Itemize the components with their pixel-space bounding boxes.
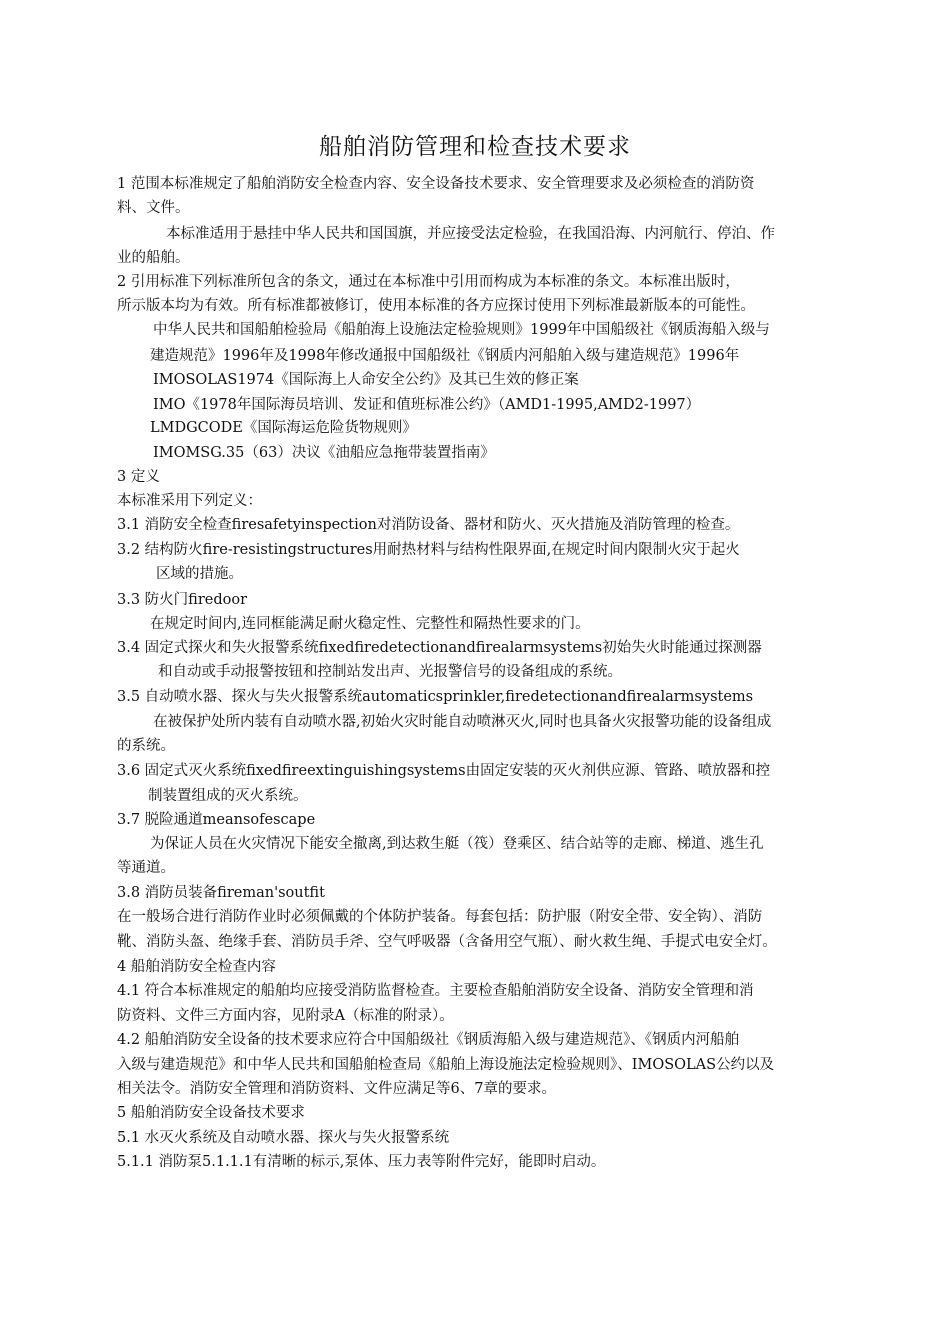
text-line: 3.1 消防安全检查firesafetyinspection对消防设备、器材和防火、灭火措施及消防管理的检查。 bbox=[117, 517, 740, 533]
text-line: 1 范围本标准规定了船舶消防安全检查内容、安全设备技术要求、安全管理要求及必须检查的消防资 bbox=[117, 176, 755, 192]
text-line: 5.1.1 消防泵5.1.1.1有清晰的标示,泵体、压力表等附件完好，能即时启动。 bbox=[117, 1154, 606, 1170]
text-line: 等通道。 bbox=[117, 860, 175, 876]
text-line: 3.2 结构防火fire-resistingstructures用耐热材料与结构性限界面,在规定时间内限制火灾于起火 bbox=[117, 542, 740, 558]
text-line: 在一般场合进行消防作业时必须佩戴的个体防护装备。每套包括：防护服（附安全带、安全钩）、消防 bbox=[117, 909, 763, 925]
text-line: 本标准适用于悬挂中华人民共和国国旗，并应接受法定检验，在我国沿海、内河航行、停泊、作 bbox=[166, 226, 775, 242]
text-line: 3.5 自动喷水器、探火与失火报警系统automaticsprinkler,firedetectionandfirealarmsystems bbox=[117, 689, 754, 705]
text-line: IMOSOLAS1974《国际海上人命安全公约》及其已生效的修正案 bbox=[153, 372, 579, 388]
text-line: 和自动或手动报警按钮和控制站发出声、光报警信号的设备组成的系统。 bbox=[158, 664, 622, 680]
document-title: 船舶消防管理和检查技术要求 bbox=[319, 134, 631, 160]
text-line: 3.6 固定式灭火系统fixedfireextinguishingsystems由固定安装的灭火剂供应源、管路、喷放器和控 bbox=[117, 763, 771, 779]
text-line: 本标准采用下列定义： bbox=[117, 493, 262, 509]
text-line: IMO《1978年国际海员培训、发证和值班标准公约》（AMD1-1995,AMD2-1997） bbox=[153, 397, 701, 413]
text-line: 中华人民共和国船舶检验局《船舶海上设施法定检验规则》1999年中国船级社《钢质海船入级与 bbox=[153, 322, 770, 338]
text-line: LMDGCODE《国际海运危险货物规则》 bbox=[150, 420, 417, 436]
text-line: 在规定时间内,连同框能满足耐火稳定性、完整性和隔热性要求的门。 bbox=[150, 616, 590, 632]
text-line: 防资料、文件三方面内容，见附录A（标准的附录）。 bbox=[117, 1008, 454, 1024]
text-line: 4.2 船舶消防安全设备的技术要求应符合中国船级社《钢质海船入级与建造规范》、《钢质内河船舶 bbox=[117, 1032, 740, 1048]
text-line: 所示版本均为有效。所有标准都被修订，使用本标准的各方应探讨使用下列标准最新版本的可能性。 bbox=[117, 298, 755, 314]
section-heading: 4 船舶消防安全检查内容 bbox=[117, 959, 276, 975]
text-line: 2 引用标准下列标准所包含的条文，通过在本标准中引用而构成为本标准的条文。本标准出版时， bbox=[117, 274, 740, 290]
text-line: 制装置组成的灭火系统。 bbox=[148, 788, 308, 804]
text-line: 3.7 脱险通道meansofescape bbox=[117, 812, 316, 828]
section-heading: 5 船舶消防安全设备技术要求 bbox=[117, 1105, 305, 1121]
section-heading: 3 定义 bbox=[117, 469, 160, 485]
text-line: 4.1 符合本标准规定的船舶均应接受消防监督检查。主要检查船舶消防安全设备、消防安全管理和消 bbox=[117, 983, 754, 999]
text-line: 区域的措施。 bbox=[156, 566, 243, 582]
text-line: 的系统。 bbox=[117, 738, 175, 754]
text-line: 业的船舶。 bbox=[117, 250, 190, 266]
text-line: 靴、消防头盔、绝缘手套、消防员手斧、空气呼吸器（含备用空气瓶）、耐火救生绳、手提式电安全灯。 bbox=[117, 934, 777, 950]
text-line: 3.4 固定式探火和失火报警系统fixedfiredetectionandfirealarmsystems初始失火时能通过探测器 bbox=[117, 640, 762, 656]
text-line: 为保证人员在火灾情况下能安全撤离,到达救生艇（筏）登乘区、结合站等的走廊、梯道、逃生孔 bbox=[150, 836, 764, 852]
text-line: 在被保护处所内装有自动喷水器,初始火灾时能自动喷淋灭火,同时也具备火灾报警功能的设备组成 bbox=[153, 714, 772, 730]
text-line: 相关法令。消防安全管理和消防资料、文件应满足等6、7章的要求。 bbox=[117, 1081, 556, 1097]
text-line: 建造规范》1996年及1998年修改通报中国船级社《钢质内河船舶入级与建造规范》1996年 bbox=[150, 348, 740, 364]
text-line: 5.1 水灭火系统及自动喷水器、探火与失火报警系统 bbox=[117, 1130, 450, 1146]
text-line: IMOMSG.35（63）决议《油船应急拖带装置指南》 bbox=[153, 445, 495, 461]
text-line: 3.8 消防员装备fireman'soutfit bbox=[117, 885, 325, 901]
text-line: 3.3 防火门firedoor bbox=[117, 592, 248, 608]
text-line: 料、文件。 bbox=[117, 200, 190, 216]
text-line: 入级与建造规范》和中华人民共和国船舶检查局《船舶上海设施法定检验规则》、IMOSOLAS公约以及 bbox=[117, 1057, 775, 1073]
